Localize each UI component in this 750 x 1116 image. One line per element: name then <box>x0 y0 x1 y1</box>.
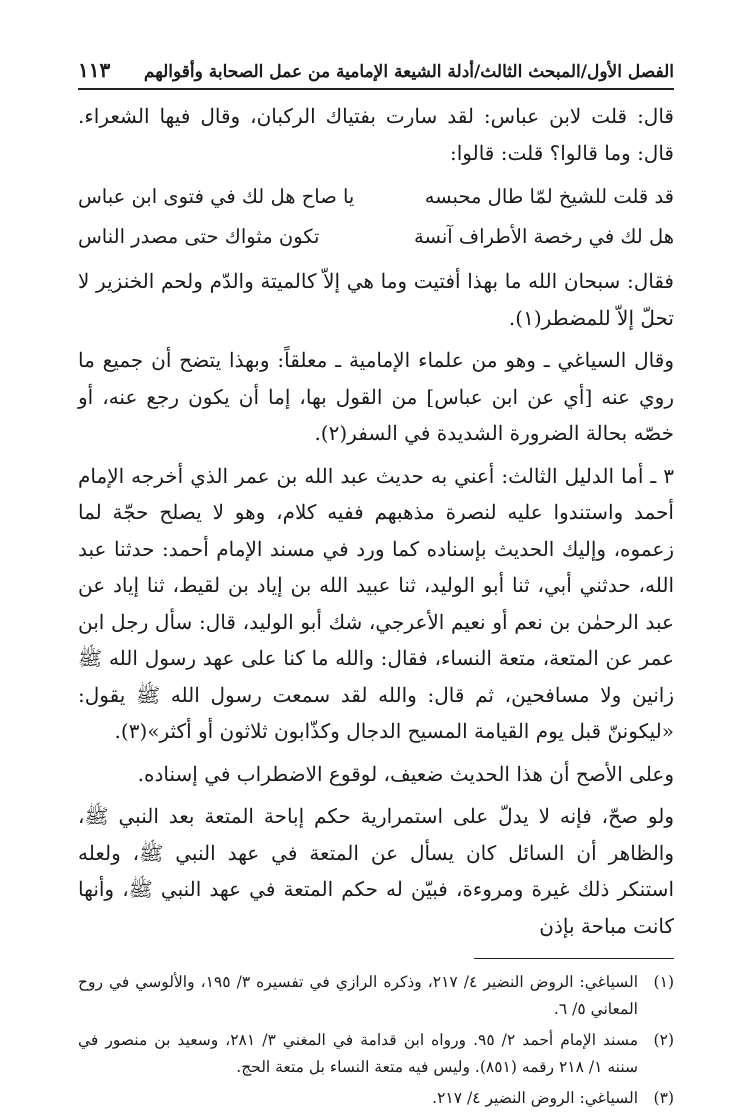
poem-hemistich: قد قلت للشيخ لمّا طال محبسه <box>424 185 674 208</box>
footnote <box>78 969 674 1023</box>
book-page <box>78 58 674 1116</box>
footnote-text: السياغي: الروض النضير ٤/ ٢١٧، وذكره الرازي في تفسيره ٣/ ١٩٥، والألوسي في روح المعاني ٥/ ٦. <box>78 973 639 1018</box>
paragraph: قال: قلت لابن عباس: لقد سارت بفتياك الركبان، وقال فيها الشعراء. قال: وما قالوا؟ قلت: قالوا: <box>78 104 674 165</box>
paragraph: وعلى الأصح أن هذا الحديث ضعيف، لوقوع الاضطراب في إسناده. <box>137 761 674 786</box>
paragraph: وقال السياغي ـ وهو من علماء الإمامية ـ معلقاً: وبهذا يتضح أن جميع ما روي عنه [أي عن ابن عباس] من القول بها، إما أن يكون رجع عنه، أو خصّه بحالة الضرورة الشديدة في السفر(٢). <box>78 348 674 445</box>
running-header <box>78 58 674 90</box>
poem <box>78 177 674 257</box>
footnotes <box>78 969 674 1112</box>
poem-line <box>78 217 674 257</box>
paragraph: فقال: سبحان الله ما بهذا أفتيت وما هي إلاّ كالميتة والدّم ولحم الخنزير لا تحلّ إلاّ للمضطر(١). <box>78 269 674 330</box>
paragraph: ولو صحّ، فإنه لا يدلّ على استمرارية حكم إباحة المتعة بعد النبي ﷺ، والظاهر أن السائل كان يسأل عن المتعة في عهد النبي ﷺ، ولعله استنكر ذلك غيرة ومروءة، فبيّن له حكم المتعة في عهد النبي ﷺ، وأنها كانت مباحة بإذن <box>78 804 674 938</box>
header-title: الفصل الأول/المبحث الثالث/أدلة الشيعة الإمامية من عمل الصحابة وأقوالهم <box>143 62 674 82</box>
footnote-number: (٣) <box>653 1089 674 1107</box>
page-number: ١١٣ <box>78 58 111 82</box>
footnote-number: (١) <box>653 973 674 991</box>
poem-hemistich: يا صاح هل لك في فتوى ابن عباس <box>78 185 355 208</box>
poem-hemistich: تكون مثواك حتى مصدر الناس <box>78 225 320 248</box>
main-text <box>78 98 674 944</box>
footnote-text: السياغي: الروض النضير ٤/ ٢١٧. <box>432 1089 638 1107</box>
footnote-divider <box>474 958 674 959</box>
footnote-text: مسند الإمام أحمد ٢/ ٩٥. ورواه ابن قدامة في المغني ٣/ ٢٨١، وسعيد بن منصور في سننه ١/ ٢١٨ رقمه (٨٥١). وليس فيه متعة النساء بل متعة الحج. <box>78 1031 638 1076</box>
poem-line <box>78 177 674 217</box>
footnote <box>78 1027 674 1081</box>
footnote <box>78 1085 674 1112</box>
poem-hemistich: هل لك في رخصة الأطراف آنسة <box>414 225 674 248</box>
paragraph: ٣ ـ أما الدليل الثالث: أعني به حديث عبد الله بن عمر الذي أخرجه الإمام أحمد واستندوا عليه لنصرة مذهبهم ففيه كلام، وهو لا يصلح حجّة لما زعموه، وإليك الحديث بإسناده كما ورد في مسند الإمام أحمد: حدثنا عبد الله، حدثني أبي، ثنا أبو الوليد، ثنا عبيد الله بن إياد بن لقيط، ثنا إياد عن عبد الرحمٰن بن نعم أو نعيم الأعرجي، شك أبو الوليد، قال: سأل رجل ابن عمر عن المتعة، متعة النساء، فقال: والله ما كنا على عهد رسول الله ﷺ زانين ولا مسافحين، ثم قال: والله لقد سمعت رسول الله ﷺ يقول: «ليكوننّ قبل يوم القيامة المسيح الدجال وكذّابون ثلاثون أو أكثر»(٣). <box>78 463 674 743</box>
footnote-number: (٢) <box>653 1031 674 1049</box>
